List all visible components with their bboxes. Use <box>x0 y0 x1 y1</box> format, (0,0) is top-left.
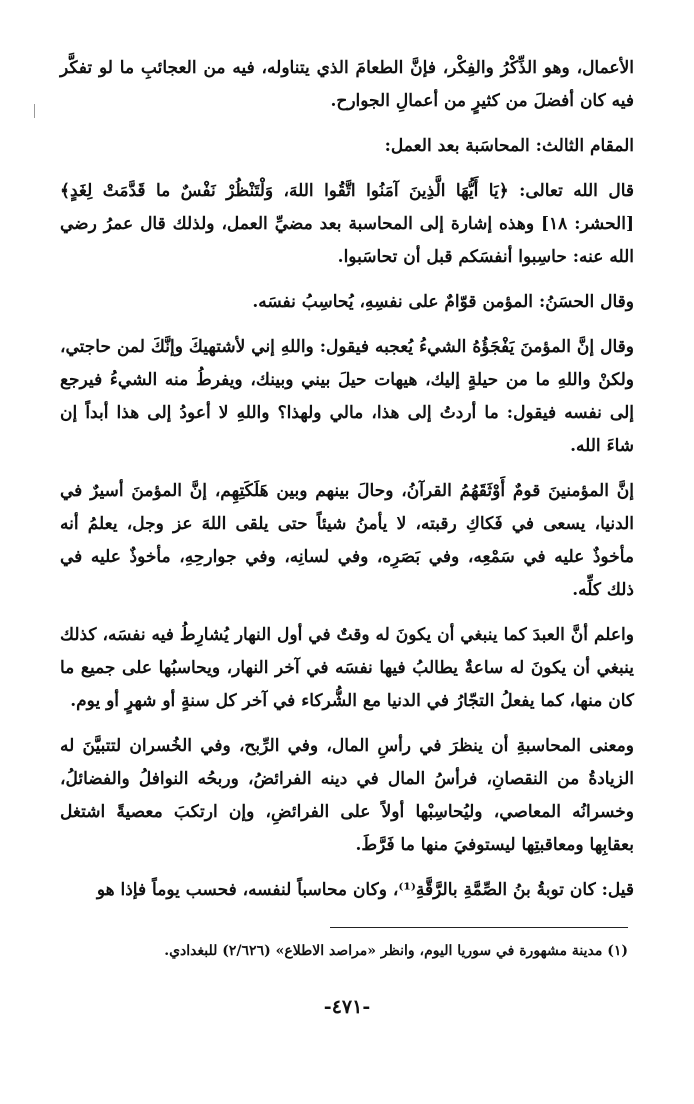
footnote: (١) مدينة مشهورة في سوريا اليوم، وانظر «مراصد الاطلاع» (٢/٦٢٦) للبغدادي. <box>164 943 628 959</box>
paragraph-believer: وقال إنَّ المؤمنَ يَفْجَؤُهُ الشيءُ يُعجبه فيقول: واللهِ إني لأشتهيكَ وإنَّكَ لمن حاجتي، ولكنْ واللهِ ما من حيلةٍ إليك، هيهات حيلَ بيني وبينك، ويفرطُ منه الشيءُ فيرجع إلى نفسه فيقول: ما أردتُ إلى هذا، مالي ولهذا؟ واللهِ لا أعودُ إلى هذا أبداً إن شاءَ الله. <box>60 337 634 456</box>
margin-mark <box>34 104 35 118</box>
footnote-divider <box>330 927 628 928</box>
paragraph-tawba-story: قيل: كان توبةُ بنُ الصِّمَّةِ بالرَّقَّةِ⁽¹⁾، وكان محاسباً لنفسه، فحسب يوماً فإذا هو <box>96 880 634 900</box>
page-number: -٤٧١- <box>323 996 371 1018</box>
paragraph-quran-verse: قال الله تعالى: ﴿يَا أَيُّهَا الَّذِينَ آمَنُوا اتَّقُوا اللهَ، وَلْتَنْظُرْ نَفْسٌ ما قَدَّمَتْ لِغَدٍ﴾ [الحشر: ١٨] وهذه إشارة إلى المحاسبة بعد مضيِّ العمل، ولذلك قال عمرُ رضي الله عنه: حاسِبوا أنفسَكم قبل أن تحاسَبوا. <box>60 181 634 267</box>
main-text <box>60 52 634 907</box>
paragraph-continuation: الأعمال، وهو الذِّكْرُ والفِكْر، فإنَّ الطعامَ الذي يتناوله، فيه من العجائبِ ما لو تفكَّر فيه كان أفضلَ من كثيرٍ من أعمالِ الجوارح. <box>60 58 634 111</box>
section-heading: المقام الثالث: المحاسَبة بعد العمل: <box>384 136 634 156</box>
paragraph-meaning-of-accounting: ومعنى المحاسبةِ أن ينظرَ في رأسِ المال، وفي الرِّبح، وفي الخُسران لتتبيَّنَ له الزيادةُ من النقصانِ، فرأسُ المال في دينه الفرائضُ، وربحُه النوافلُ والفضائلُ، وخسرانُه المعاصي، وليُحاسِبْها أولاً على الفرائضِ، وإن ارتكبَ معصيةً اشتغل بعقابِها ومعاقبتِها ليستوفيَ منها ما فَرَّطَ. <box>60 736 634 855</box>
paragraph-servant-accounting: واعلم أنَّ العبدَ كما ينبغي أن يكونَ له وقتٌ في أول النهار يُشارِطُ فيه نفسَه، كذلك ينبغي أن يكونَ له ساعةٌ يطالبُ فيها نفسَه في آخر النهار، ويحاسبُها على جميع ما كان منها، كما يفعلُ التجّارُ في الدنيا مع الشُّركاء في آخر كل سنةٍ أو شهرٍ أو يوم. <box>60 625 634 711</box>
paragraph-hasan-quote: وقال الحسَنُ: المؤمن قوّامٌ على نفسِهِ، يُحاسِبُ نفسَه. <box>252 292 634 312</box>
paragraph-believers-captive: إنَّ المؤمنينَ قومٌ أَوْثَقَهُمُ القرآنُ، وحالَ بينهم وبين هَلَكَتِهِم، إنَّ المؤمنَ أسيرٌ في الدنيا، يسعى في فَكاكِ رقبته، لا يأمنُ شيئاً حتى يلقى اللهَ عز وجل، يعلمُ أنه مأخوذٌ عليه في سَمْعِه، وفي بَصَرِه، وفي لسانِه، وفي جوارحِهِ، مأخوذٌ عليه في ذلك كلِّه. <box>60 481 634 600</box>
